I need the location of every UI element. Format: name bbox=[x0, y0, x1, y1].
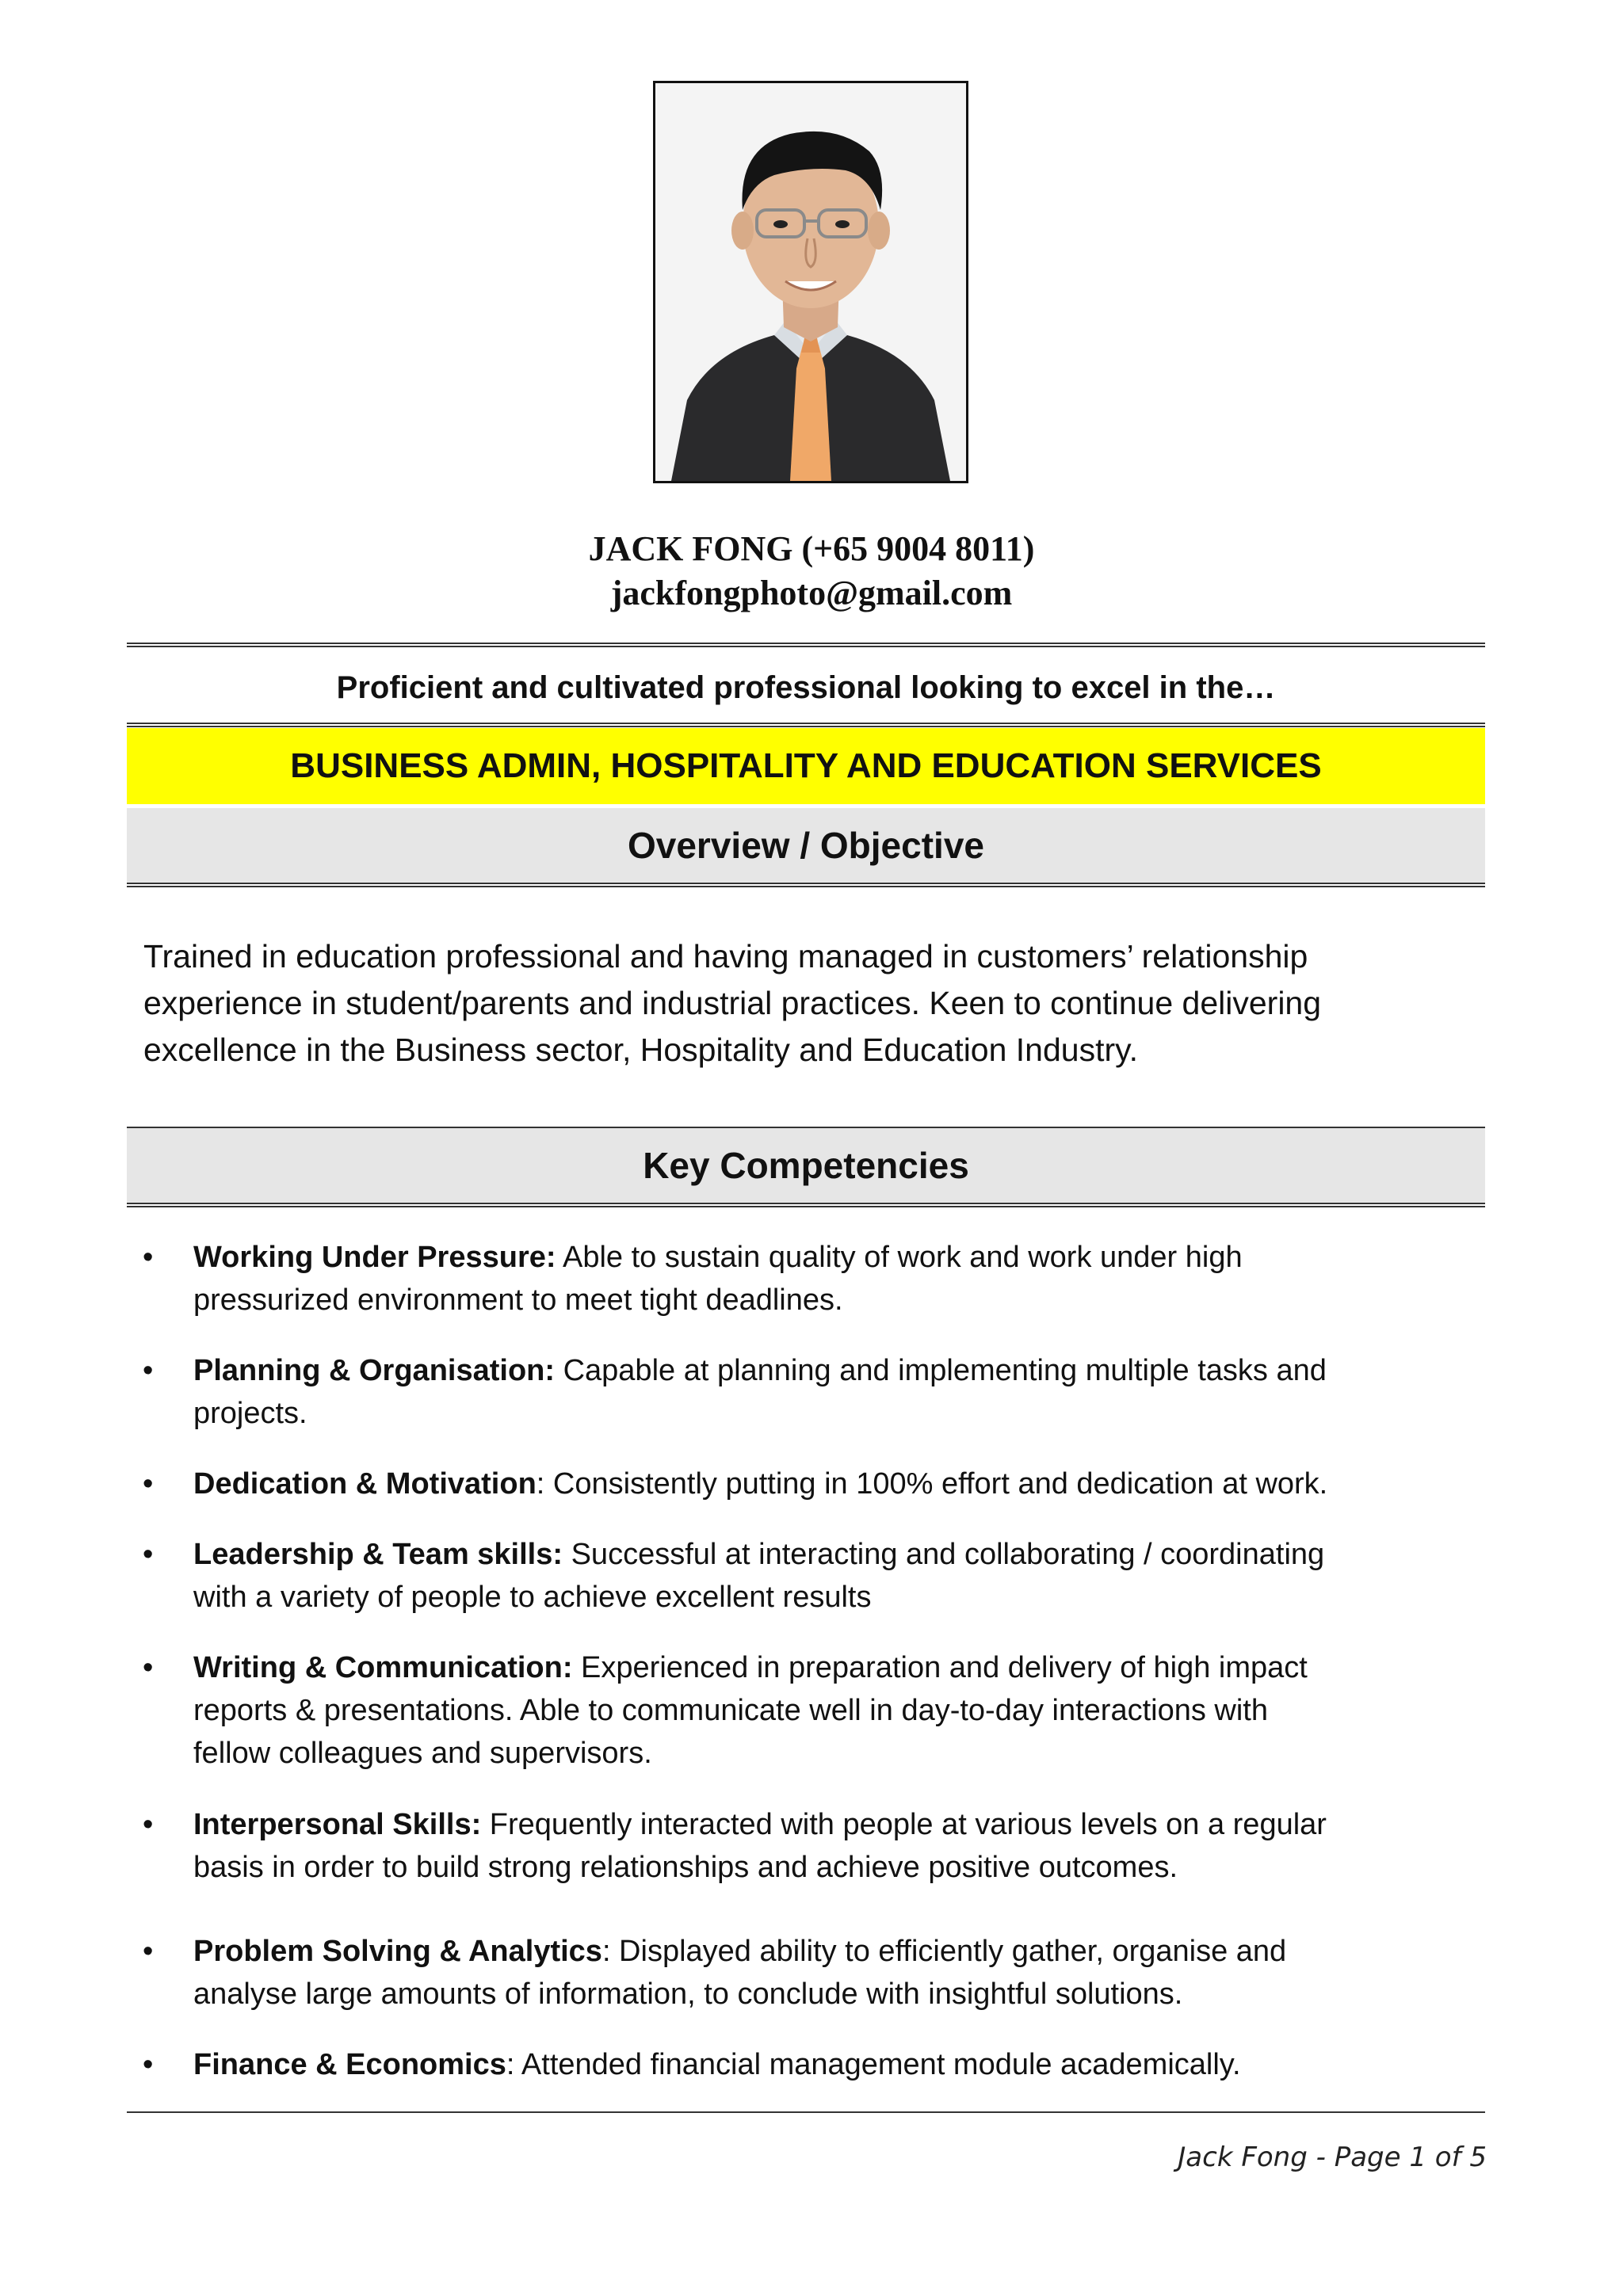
list-item bbox=[143, 1236, 1477, 1322]
overview-paragraph bbox=[143, 933, 1483, 1074]
competency-text: Experienced in preparation and delivery of high impact bbox=[572, 1651, 1308, 1684]
bullet-icon: • bbox=[143, 1354, 154, 1387]
section-heading-competencies: Key Competencies bbox=[127, 1128, 1485, 1203]
page-footer: Jack Fong - Page 1 of 5 bbox=[1178, 2142, 1487, 2173]
competency-text: pressurized environment to meet tight deadlines. bbox=[193, 1283, 843, 1317]
list-item bbox=[143, 1803, 1477, 1889]
portrait-photo bbox=[653, 81, 968, 483]
competency-text: : Displayed ability to efficiently gather, organise and bbox=[601, 1935, 1287, 1968]
bullet-icon: • bbox=[143, 1467, 154, 1501]
divider-rule bbox=[127, 643, 1485, 647]
list-item bbox=[143, 1930, 1477, 2016]
footer-rule bbox=[127, 2111, 1485, 2113]
bullet-icon: • bbox=[143, 1808, 154, 1841]
competency-text: reports & presentations. Able to communicate well in day-to-day interactions with bbox=[193, 1694, 1268, 1727]
competency-text: Successful at interacting and collaborating / coordinating bbox=[563, 1538, 1325, 1571]
competency-text: Frequently interacted with people at various levels on a regular bbox=[481, 1808, 1327, 1841]
divider-rule bbox=[127, 723, 1485, 727]
candidate-email: jackfongphoto@gmail.com bbox=[610, 574, 1013, 612]
bullet-icon: • bbox=[143, 2048, 154, 2081]
competency-title: Interpersonal Skills: bbox=[193, 1808, 482, 1841]
divider-rule bbox=[127, 883, 1485, 887]
competency-text: fellow colleagues and supervisors. bbox=[193, 1737, 652, 1770]
list-item bbox=[143, 2043, 1477, 2086]
competency-text: : Attended financial management module academically. bbox=[506, 2048, 1241, 2081]
list-item bbox=[143, 1463, 1477, 1505]
competency-text: Able to sustain quality of work and work under high bbox=[556, 1241, 1243, 1274]
overview-line: excellence in the Business sector, Hospitality and Education Industry. bbox=[143, 1032, 1138, 1068]
competency-text: basis in order to build strong relationships and achieve positive outcomes. bbox=[193, 1851, 1178, 1884]
bullet-icon: • bbox=[143, 1935, 154, 1968]
competency-text: Capable at planning and implementing multiple tasks and bbox=[555, 1354, 1327, 1387]
competency-title: Leadership & Team skills: bbox=[193, 1538, 563, 1571]
tagline: Proficient and cultivated professional looking to excel in the… bbox=[336, 670, 1276, 705]
competency-title: Working Under Pressure: bbox=[193, 1241, 556, 1274]
overview-line: experience in student/parents and industrial practices. Keen to continue delivering bbox=[143, 985, 1322, 1021]
competency-title: Planning & Organisation: bbox=[193, 1354, 556, 1387]
section-heading-overview: Overview / Objective bbox=[127, 808, 1485, 883]
target-field-banner: BUSINESS ADMIN, HOSPITALITY AND EDUCATION SERVICES bbox=[127, 728, 1485, 804]
bullet-icon: • bbox=[143, 1538, 154, 1571]
competency-text: with a variety of people to achieve excellent results bbox=[193, 1581, 872, 1614]
competency-title: Writing & Communication: bbox=[193, 1651, 573, 1684]
competency-text: : Consistently putting in 100% effort and dedication at work. bbox=[536, 1467, 1328, 1501]
divider-rule bbox=[127, 1203, 1485, 1207]
competency-title: Finance & Economics bbox=[193, 2048, 506, 2081]
competency-text: projects. bbox=[193, 1397, 307, 1430]
list-item bbox=[143, 1349, 1477, 1435]
bullet-icon: • bbox=[143, 1241, 154, 1274]
overview-line: Trained in education professional and having managed in customers’ relationship bbox=[143, 938, 1308, 974]
competency-text: analyse large amounts of information, to conclude with insightful solutions. bbox=[193, 1978, 1183, 2011]
competency-title: Dedication & Motivation bbox=[193, 1467, 537, 1501]
portrait-photo-icon bbox=[655, 83, 966, 481]
competency-title: Problem Solving & Analytics bbox=[193, 1935, 602, 1968]
list-item bbox=[143, 1646, 1477, 1775]
candidate-name-phone: JACK FONG (+65 9004 8011) bbox=[588, 529, 1035, 568]
list-item bbox=[143, 1533, 1477, 1619]
bullet-icon: • bbox=[143, 1651, 154, 1684]
